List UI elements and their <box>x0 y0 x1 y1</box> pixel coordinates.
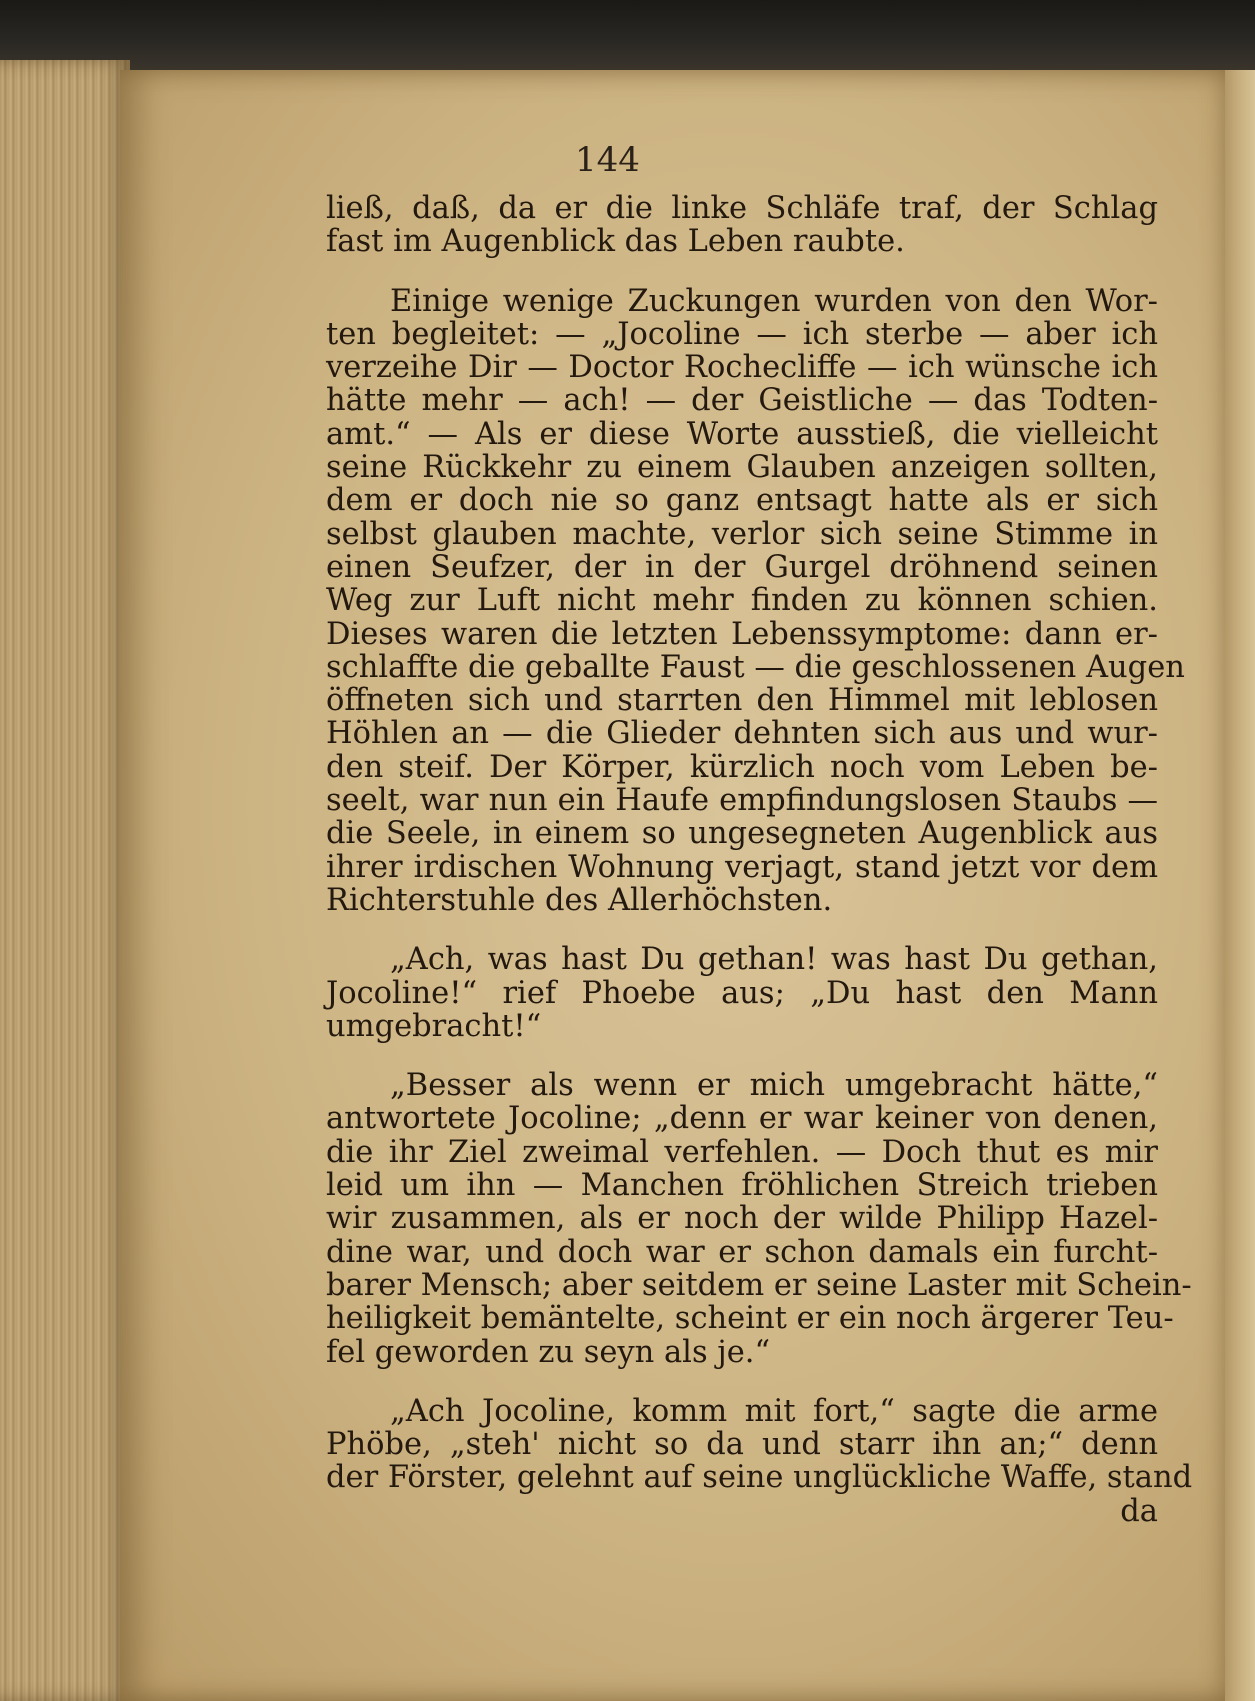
text-line: seine Rückkehr zu einem Glauben anzeigen sollten, <box>326 450 1158 486</box>
paragraph <box>326 192 1158 259</box>
text-line: verzeihe Dir — Doctor Rochecliffe — ich wünsche ich <box>326 350 1158 386</box>
paragraph <box>326 943 1158 1043</box>
text-line: antwortete Jocoline; „denn er war keiner von denen, <box>326 1101 1158 1137</box>
text-line: „Ach, was hast Du gethan! was hast Du gethan, <box>390 942 1158 978</box>
text-line: leid um ihn — Manchen fröhlichen Streich trieben <box>326 1168 1158 1204</box>
text-line: Weg zur Luft nicht mehr finden zu können schien. <box>326 583 1158 619</box>
text-line: seelt, war nun ein Haufe empfindungslosen Staubs — <box>326 783 1158 819</box>
text-line: einen Seufzer, der in der Gurgel dröhnend seinen <box>326 549 1158 585</box>
paragraph <box>326 1068 1192 1370</box>
text-line: „Ach Jocoline, komm mit fort,“ sagte die arme <box>390 1393 1158 1429</box>
text-line: ließ, daß, da er die linke Schläfe traf, der Schlag <box>326 191 1158 226</box>
catchword: da <box>1120 1493 1158 1529</box>
text-line: dine war, und doch war er schon damals ein furcht- <box>326 1234 1158 1270</box>
book-cover-top <box>0 0 1255 70</box>
text-line: schlaffte die geballte Faust — die geschlossenen Augen <box>326 649 1185 685</box>
text-line: ten begleitet: — „Jocoline — ich sterbe — aber ich <box>326 316 1158 352</box>
text-line: barer Mensch; aber seitdem er seine Laster mit Schein- <box>326 1267 1192 1303</box>
text-line: Höhlen an — die Glieder dehnten sich aus und wur- <box>326 716 1158 752</box>
text-line: Einige wenige Zuckungen wurden von den Wor- <box>390 283 1158 319</box>
paragraph <box>326 283 1185 918</box>
text-line: den steif. Der Körper, kürzlich noch vom Leben be- <box>326 749 1158 785</box>
text-line: Phöbe, „steh' nicht so da und starr ihn an;“ denn <box>326 1427 1158 1463</box>
text-line: öffneten sich und starrten den Himmel mit leblosen <box>326 683 1158 719</box>
text-line: der Förster, gelehnt auf seine unglückliche Waffe, stand <box>326 1460 1193 1496</box>
text-line: die Seele, in einem so ungesegneten Augenblick aus <box>326 816 1158 852</box>
text-line: wir zusammen, als er noch der wilde Philipp Hazel- <box>326 1201 1158 1237</box>
text-line: selbst glauben machte, verlor sich seine Stimme in <box>326 516 1158 552</box>
text-line: die ihr Ziel zweimal verfehlen. — Doch thut es mir <box>326 1134 1158 1170</box>
text-line: fel geworden zu seyn als je.“ <box>326 1334 771 1370</box>
text-line: fast im Augenblick das Leben raubte. <box>326 224 905 260</box>
text-line: Richterstuhle des Allerhöchsten. <box>326 882 833 918</box>
text-line: dem er doch nie so ganz entsagt hatte als er sich <box>326 483 1158 519</box>
page-number: 144 <box>575 140 640 180</box>
page-edges-left <box>0 60 130 1701</box>
paragraph <box>326 1393 1193 1529</box>
text-line: umgebracht!“ <box>326 1008 542 1044</box>
text-line: Dieses waren die letzten Lebenssymptome: dann er- <box>326 616 1158 652</box>
page-edge-right <box>1225 70 1255 1701</box>
text-line: ihrer irdischen Wohnung verjagt, stand jetzt vor dem <box>326 849 1158 885</box>
text-line: hätte mehr — ach! — der Geistliche — das Todten- <box>326 383 1158 419</box>
text-line: heiligkeit bemäntelte, scheint er ein noch ärgerer Teu- <box>326 1301 1174 1337</box>
body-text <box>326 191 1193 1529</box>
text-line: amt.“ — Als er diese Worte ausstieß, die vielleicht <box>326 416 1158 452</box>
text-line: Jocoline!“ rief Phoebe aus; „Du hast den Mann <box>326 975 1158 1011</box>
text-line: „Besser als wenn er mich umgebracht hätte,“ <box>390 1068 1158 1104</box>
